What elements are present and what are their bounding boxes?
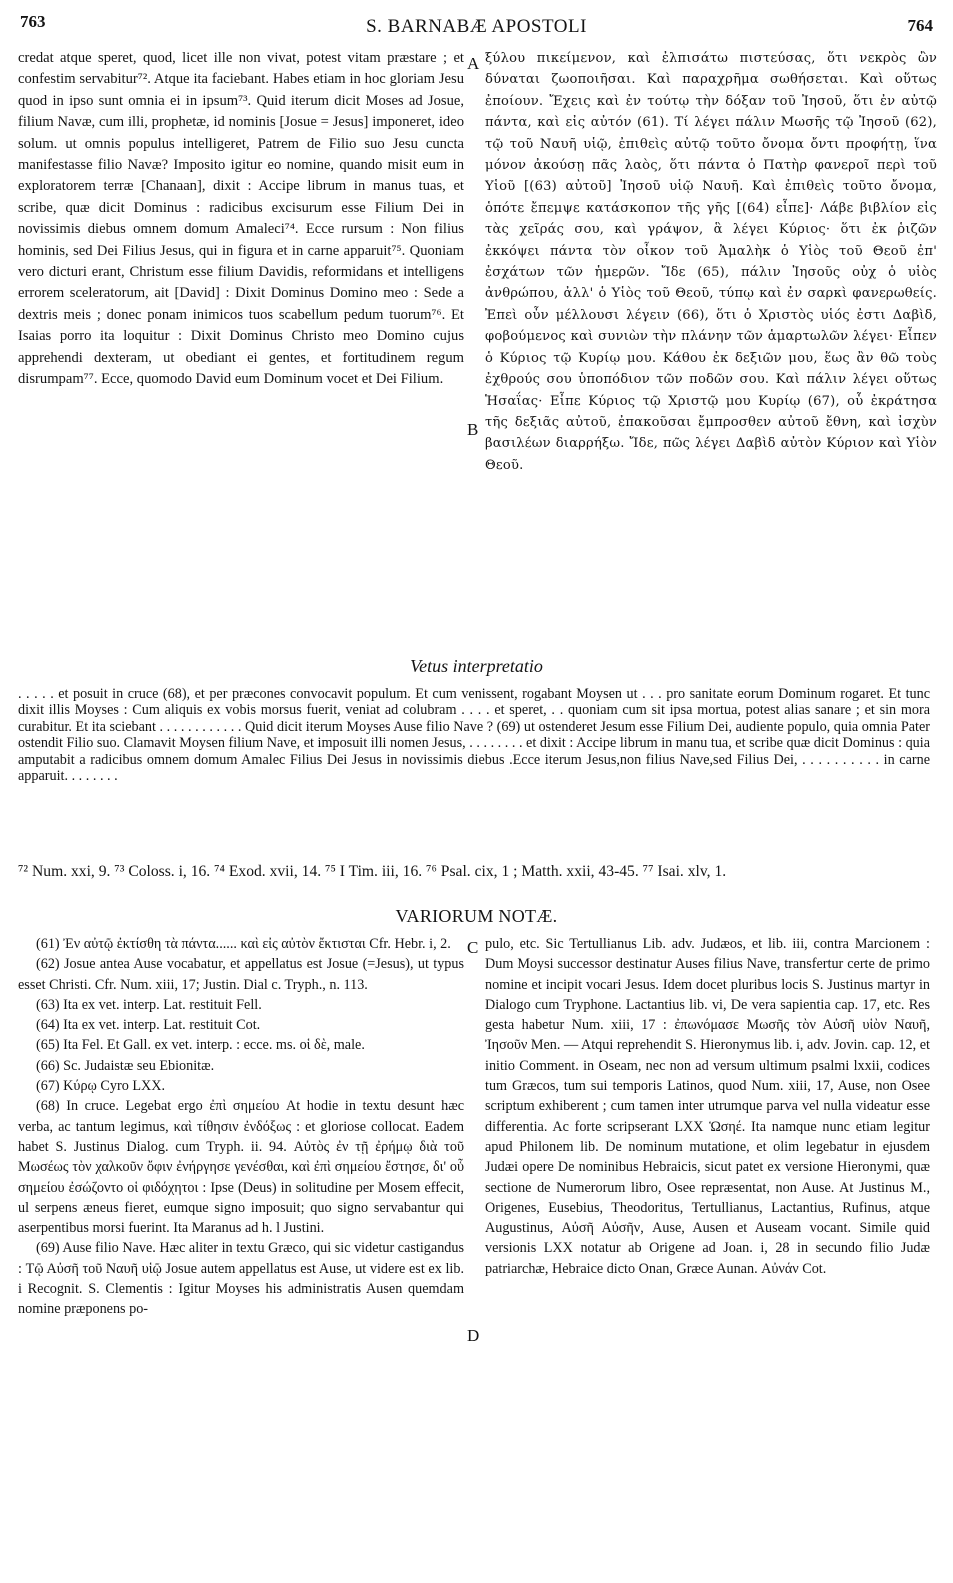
margin-letter-d: D bbox=[467, 1326, 480, 1345]
margin-letter-b: B bbox=[467, 420, 479, 439]
page-number-right: 764 bbox=[907, 16, 933, 35]
margin-letter-c: C bbox=[467, 938, 479, 957]
note-61: (61) Ἐν αὐτῷ ἐκτίσθη τὰ πάντα...... καὶ εἰς αὐτὸν ἔκτισται Cfr. Hebr. i, 2. bbox=[36, 936, 451, 952]
margin-letter-a: A bbox=[467, 54, 480, 73]
note-62: (62) Josue antea Ause vocabatur, et appellatus est Josue (=Jesus), ut typus esset Christi. Cfr. Num. xiii, 17; Justin. Dial c. Tryph., n. 113. bbox=[18, 956, 464, 993]
greek-paragraph: ξύλου πικείμενον, καὶ ἐλπισάτω πιστεύσας, ὅτι νεκρὸς ὢν δύναται ζωοποιῆσαι. Καὶ παραχρῆμα σωθήσεται. Καὶ οὕτως ἐποίουν. Ἔχεις καὶ ἐν τούτῳ τὴν δόξαν τοῦ Ἰησοῦ, ὅτι ἐν αὐτῷ πάντα, καὶ εἰς αὐτόν (61). Τί λέγει πάλιν Μωσῆς τῷ Ἰησοῦ (62), τῷ τοῦ Ναυῆ υἱῷ, ἐπιθεὶς αὐτῷ τοῦτο ὄνομα ὄντι προφήτῃ, ἵνα μόνον ἀκούσῃ πᾶς λαὸς, ὅτι πάντα ὁ Πατὴρ φανεροῖ περὶ τοῦ Υἱοῦ [(63) αὐτοῦ] Ἰησοῦ υἱῷ Ναυῆ. Καὶ ἐπιθεὶς τοῦτο ὄνομα, ὁπότε ἔπεμψε κατάσκοπον τῆς γῆς [(64) εἶπε]· Λάβε βιβλίον εἰς τὰς χεῖράς σου, καὶ γράψον, ἃ λέγει Κύριος· ὅτι ἐκ ῥιζῶν ἐκκόψει πάντα τὸν οἶκον τοῦ Ἀμαλὴκ ὁ Υἱὸς τοῦ Θεοῦ ἐπ' ἐσχάτων τῶν ἡμερῶν. Ἴδε (65), πάλιν Ἰησοῦς οὐχ ὁ υἱὸς ἀνθρώπου, ἀλλ' ὁ Υἱὸς τοῦ Θεοῦ, τύπῳ καὶ ἐν σαρκὶ φανερωθείς. Ἐπεὶ οὖν μέλλουσι λέγειν (66), ὅτι ὁ Χριστὸς υἱός ἐστι Δαβὶδ, φοβούμενος καὶ συνιὼν τὴν πλάνην τῶν ἁμαρτωλῶν λέγει· Εἶπεν ὁ Κύριος τῷ Κυρίῳ μου. Κάθου ἐκ δεξιῶν μου, ἕως ἂν θῶ τοὺς ἐχθρούς σου ὑποπόδιον τῶν ποδῶν σου. Καὶ πάλιν λέγει οὕτως Ἡσαΐας· Εἶπε Κύριος τῷ Χριστῷ μου Κυρίῳ (67), οὗ ἐκράτησα τῆς δεξιᾶς αὐτοῦ, ἐπακοῦσαι ἔμπροσθεν αὐτοῦ ἔθνη, καὶ ἰσχὺν βασιλέων διαρρήξω. Ἴδε, πῶς λέγει Δαβὶδ αὐτὸν Κύριον καὶ Υἱὸν Θεοῦ. bbox=[485, 51, 937, 473]
page-number-left: 763 bbox=[20, 12, 46, 31]
page-header bbox=[0, 12, 953, 42]
note-69: (69) Ause filio Nave. Hæc aliter in textu Græco, qui sic videtur castigandus : Τῷ Αὐσῆ τοῦ Ναυῆ υἱῷ Josue autem appellatus est Ause, ut videre est ex lib. i Recognit. S. Clementis : Igitur Moyses his administratis Ausen quemdam nomine præponens po- bbox=[18, 1240, 464, 1318]
greek-text-column bbox=[485, 48, 937, 476]
note-continuation: pulo, etc. Sic Tertullianus Lib. adv. Judæos, et lib. iii, contra Marcionem : Dum Moysi successor destinatur Auses filius Nave, transfertur certe de primo nomine et incipit vocari Jesus. Idem docet pluribus locis S. Justinus martyr in Dialogo cum Tryphone. Lactantius lib. vi, De vera sapientia cap. 17, etc. Res gesta habetur Num. xiii, 17 : ἐπωνόμασε Μωσῆς τὸν Αὐσῆ υἱὸν Ναυῆ, Ἰησοῦν Men. — Atqui reprehendit S. Hieronymus lib. i, adv. Jovin. cap. 12, et initio Comment. in Oseam, nec non ad versum ultimum psalmi lxxii, codices tum Græcos, tum sui temporis Latinos, quod Num. xiii, 17, Ause, non Osee scriptum exhiberent ; cum tamen inter utrumque parva vel nulla videatur esse differentia. Ac forte scripserant LXX Ὡσηέ. Ita namque nunc etiam legitur apud Philonem lib. De nominum mutatione, et olim legebatur in ejusdem Judæi opere De nominibus Hebraicis, sicut patet ex versione Hieronymi, quæ sectione de Numerorum libro, Osee repræsentat, non Ause. At Justinus M., Origenes, Eusebius, Theodoritus, Tertullianus, Lactantius, Rufinus, atque Augustinus, Αὐσῆ Αὐσῆν, Ause, Ausen et Auseam vocant. Simile quid versionis LXX notatur ab Origene ad Joan. i, 28 in secundo filio Judæ patriarchæ, Hebraice dicto Onan, Græce Aunan. Αὐνάν Cot. bbox=[485, 936, 930, 1277]
notes-right-column bbox=[485, 934, 930, 1279]
note-65: (65) Ita Fel. Et Gall. ex vet. interp. : ecce. ms. οἱ δὲ, male. bbox=[36, 1037, 365, 1054]
notes-left-column bbox=[18, 934, 464, 1320]
vetus-interpretatio-text: . . . . . et posuit in cruce (68), et per præcones convocavit populum. Et cum venissent, rogabant Moysen ut . . . pro sanitate eorum Dominum rogaret. Et tunc dixit illis Moyses : Cum aliquis ex vobis morsus fuerit, veniat ad colubram . . . . et speret, . . quoniam cum sit ipsa mortua, potest alias sanare ; et sin mora curabitur. Et ita sciebant . . . . . . . . . . . . Quid dicit iterum Moyses Ause filio Nave ? (69) ut ostenderet Jesum esse Filium Dei, audiente populo, quia omnia Pater ostendit Filio suo. Clamavit Moysen filium Nave, et imposuit illi nomen Jesus, . . . . . . . . et dixit : Accipe librum in manu tua, et scribe quæ dicit Dominus : quia amputabit a radicibus omnem domum Amalec Filius Dei Jesus in novissimis diebus .Ecce iterum Jesus,non filius Nave,sed Filius Dei, . . . . . . . . . . in carne apparuit. . . . . . . . bbox=[18, 686, 930, 785]
vetus-interpretatio-heading: Vetus interpretatio bbox=[410, 656, 543, 676]
variorum-notae-heading: VARIORUM NOTÆ. bbox=[395, 906, 558, 926]
note-67: (67) Κύρῳ Cyro LXX. bbox=[36, 1078, 166, 1095]
scripture-footnotes: ⁷² Num. xxi, 9. ⁷³ Coloss. i, 16. ⁷⁴ Exod. xvii, 14. ⁷⁵ I Tim. iii, 16. ⁷⁶ Psal. cix, 1 ; Matth. xxii, 43-45. ⁷⁷ Isai. xlv, 1. bbox=[18, 863, 727, 880]
note-66: (66) Sc. Judaistæ seu Ebionitæ. bbox=[36, 1057, 215, 1074]
note-64: (64) Ita ex vet. interp. Lat. restituit Cot. bbox=[36, 1017, 261, 1034]
running-title: S. BARNABÆ APOSTOLI bbox=[366, 16, 587, 37]
latin-text-column bbox=[18, 48, 464, 391]
note-63: (63) Ita ex vet. interp. Lat. restituit Fell. bbox=[36, 996, 262, 1013]
note-68: (68) In cruce. Legebat ergo ἐπὶ σημείου At hodie in textu desunt hæc verba, ac tantum legimus, καὶ τίθησιν ἐνδόξως : et gloriose collocat. Eadem habet S. Justinus Dialog. cum Tryph. ii. 94. Αὐτὸς ἐν τῇ ἐρήμῳ διὰ τοῦ Μωσέως τὸν χαλκοῦν ὄφιν ἐνήργησε γενέσθαι, καὶ ἐπὶ σημείου ἔστησε, δι' οὗ σημείου ἐσώζοντο οἱ φιδόχητοι : Ipse (Deus) in solitudine per Mosem effecit, ul serpens æneus fieret, eumque signo imposuit; quo signo servabantur qui aserpentibus morsi fuerint. Ita Maranus ad h. l Justini. bbox=[18, 1098, 464, 1237]
latin-paragraph: credat atque speret, quod, licet ille non vivat, potest vitam præstare ; et confestim servabitur⁷². Atque ita faciebant. Habes etiam in hoc gloriam Jesu quod in ipso sunt omnia ei in ipsum⁷³. Quid iterum dicit Moses ad Josue, filium Navæ, cum illi, prophetæ, id nominis [Josue = Jesus] imponeret, ideo solum. ut omnis populus intelligeret, Patrem de Filio suo Jesu cuncta manifestasse filio Navæ? Imposito igitur eo nomine, quando misit eum in exploratorem terræ [Chanaan], dixit : Accipe librum in manus tuas, et scribe, quæ dicit Dominus : radicibus excisurum esse Filium Dei in novissimis diebus omnem domum Amaleci⁷⁴. Ecce rursum : Non filius hominis, sed Dei Filius Jesus, qui in figura et in carne apparuit⁷⁵. Quoniam vero dicturi erant, Christum esse filium Davidis, reformidans et intelligens errorem sceleratorum, ait [David] : Dixit Dominus Domino meo : Sede a dextris meis ; donec ponam inimicos tuos scabellum pedum tuorum⁷⁶. Et Isaias porro ita loquitur : Dixit Dominus Christo meo Domino cujus apprehendi dexteram, ut obediant ei gentes, et fortitudinem regum disrumpam⁷⁷. Ecce, quomodo David eum Dominum vocet et Dei Filium. bbox=[18, 50, 464, 388]
